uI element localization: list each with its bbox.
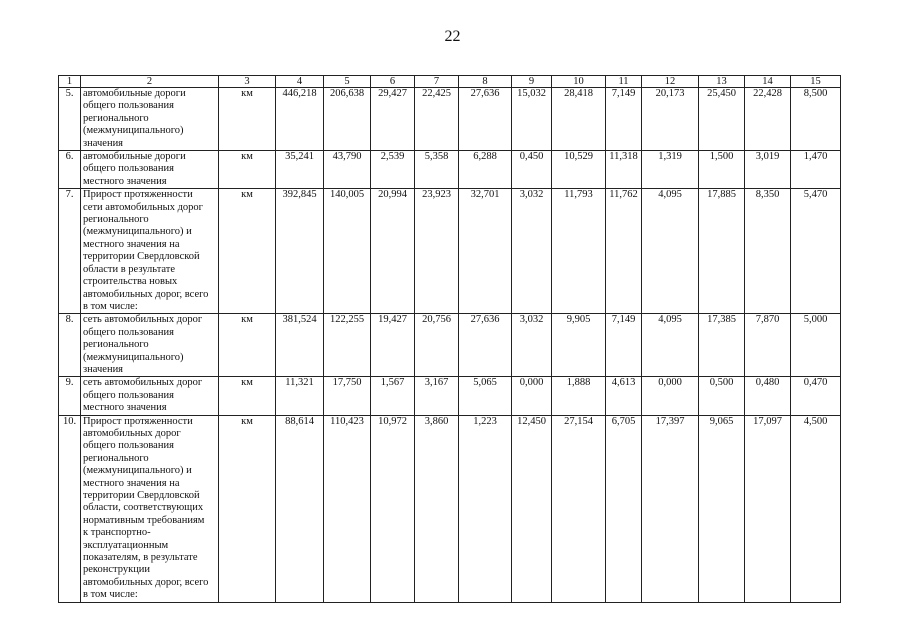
row-unit: км xyxy=(219,415,276,602)
value-cell: 10,972 xyxy=(371,415,415,602)
value-cell: 1,500 xyxy=(699,151,745,189)
value-cell: 22,425 xyxy=(415,88,459,151)
value-cell: 7,149 xyxy=(606,314,642,377)
row-unit: км xyxy=(219,189,276,314)
column-header: 11 xyxy=(606,76,642,88)
value-cell: 206,638 xyxy=(324,88,371,151)
column-header: 5 xyxy=(324,76,371,88)
column-header: 13 xyxy=(699,76,745,88)
row-description: Прирост протяженности автомобильных дорог общего пользования регионального (межмуниципального) и местного значения на территории Свердловской области, соответствующих нормативным требованиям к транспортно- эксплуатационным показателям, в результате реконструкции автомобильных дорог, всего в том числе: xyxy=(81,415,219,602)
value-cell: 446,218 xyxy=(276,88,324,151)
column-header: 10 xyxy=(552,76,606,88)
table-row xyxy=(59,88,841,151)
value-cell: 5,000 xyxy=(791,314,841,377)
value-cell: 17,385 xyxy=(699,314,745,377)
header-row xyxy=(59,76,841,88)
table-row xyxy=(59,189,841,314)
value-cell: 27,636 xyxy=(459,88,512,151)
value-cell: 15,032 xyxy=(512,88,552,151)
value-cell: 17,397 xyxy=(642,415,699,602)
column-header: 2 xyxy=(81,76,219,88)
value-cell: 29,427 xyxy=(371,88,415,151)
value-cell: 5,065 xyxy=(459,377,512,415)
value-cell: 12,450 xyxy=(512,415,552,602)
value-cell: 17,750 xyxy=(324,377,371,415)
value-cell: 0,500 xyxy=(699,377,745,415)
column-header: 7 xyxy=(415,76,459,88)
column-header: 12 xyxy=(642,76,699,88)
value-cell: 3,019 xyxy=(745,151,791,189)
value-cell: 4,613 xyxy=(606,377,642,415)
value-cell: 11,321 xyxy=(276,377,324,415)
row-unit: км xyxy=(219,377,276,415)
value-cell: 20,756 xyxy=(415,314,459,377)
value-cell: 27,636 xyxy=(459,314,512,377)
value-cell: 27,154 xyxy=(552,415,606,602)
row-number: 8. xyxy=(59,314,81,377)
value-cell: 7,870 xyxy=(745,314,791,377)
value-cell: 25,450 xyxy=(699,88,745,151)
value-cell: 22,428 xyxy=(745,88,791,151)
column-header: 8 xyxy=(459,76,512,88)
value-cell: 140,005 xyxy=(324,189,371,314)
value-cell: 9,905 xyxy=(552,314,606,377)
value-cell: 8,500 xyxy=(791,88,841,151)
value-cell: 20,173 xyxy=(642,88,699,151)
value-cell: 19,427 xyxy=(371,314,415,377)
column-header: 3 xyxy=(219,76,276,88)
column-header: 6 xyxy=(371,76,415,88)
value-cell: 5,358 xyxy=(415,151,459,189)
row-number: 6. xyxy=(59,151,81,189)
value-cell: 2,539 xyxy=(371,151,415,189)
row-unit: км xyxy=(219,151,276,189)
value-cell: 0,480 xyxy=(745,377,791,415)
column-header: 1 xyxy=(59,76,81,88)
value-cell: 0,450 xyxy=(512,151,552,189)
value-cell: 6,288 xyxy=(459,151,512,189)
value-cell: 3,167 xyxy=(415,377,459,415)
value-cell: 3,032 xyxy=(512,189,552,314)
row-unit: км xyxy=(219,88,276,151)
row-number: 5. xyxy=(59,88,81,151)
value-cell: 1,223 xyxy=(459,415,512,602)
value-cell: 1,567 xyxy=(371,377,415,415)
row-number: 7. xyxy=(59,189,81,314)
row-description: сеть автомобильных дорог общего пользования регионального (межмуниципального) значения xyxy=(81,314,219,377)
table-row xyxy=(59,415,841,602)
value-cell: 8,350 xyxy=(745,189,791,314)
row-number: 10. xyxy=(59,415,81,602)
value-cell: 35,241 xyxy=(276,151,324,189)
value-cell: 11,762 xyxy=(606,189,642,314)
value-cell: 381,524 xyxy=(276,314,324,377)
value-cell: 11,793 xyxy=(552,189,606,314)
value-cell: 17,885 xyxy=(699,189,745,314)
value-cell: 0,470 xyxy=(791,377,841,415)
value-cell: 88,614 xyxy=(276,415,324,602)
column-header: 4 xyxy=(276,76,324,88)
value-cell: 23,923 xyxy=(415,189,459,314)
value-cell: 122,255 xyxy=(324,314,371,377)
value-cell: 1,470 xyxy=(791,151,841,189)
table-row xyxy=(59,377,841,415)
row-description: Прирост протяженности сети автомобильных дорог регионального (межмуниципального) и местного значения на территории Свердловской области в результате строительства новых автомобильных дорог, всего в том числе: xyxy=(81,189,219,314)
row-description: автомобильные дороги общего пользования местного значения xyxy=(81,151,219,189)
value-cell: 43,790 xyxy=(324,151,371,189)
value-cell: 5,470 xyxy=(791,189,841,314)
value-cell: 392,845 xyxy=(276,189,324,314)
value-cell: 3,032 xyxy=(512,314,552,377)
value-cell: 10,529 xyxy=(552,151,606,189)
value-cell: 4,095 xyxy=(642,314,699,377)
value-cell: 32,701 xyxy=(459,189,512,314)
row-unit: км xyxy=(219,314,276,377)
row-number: 9. xyxy=(59,377,81,415)
row-description: автомобильные дороги общего пользования регионального (межмуниципального) значения xyxy=(81,88,219,151)
value-cell: 3,860 xyxy=(415,415,459,602)
table-body xyxy=(59,88,841,603)
page-number: 22 xyxy=(444,28,461,45)
value-cell: 9,065 xyxy=(699,415,745,602)
value-cell: 0,000 xyxy=(512,377,552,415)
value-cell: 4,500 xyxy=(791,415,841,602)
value-cell: 1,319 xyxy=(642,151,699,189)
value-cell: 20,994 xyxy=(371,189,415,314)
column-header: 9 xyxy=(512,76,552,88)
value-cell: 110,423 xyxy=(324,415,371,602)
value-cell: 7,149 xyxy=(606,88,642,151)
table-row xyxy=(59,151,841,189)
value-cell: 11,318 xyxy=(606,151,642,189)
value-cell: 17,097 xyxy=(745,415,791,602)
table-row xyxy=(59,314,841,377)
column-header: 14 xyxy=(745,76,791,88)
data-table xyxy=(58,75,841,603)
value-cell: 1,888 xyxy=(552,377,606,415)
value-cell: 0,000 xyxy=(642,377,699,415)
column-header: 15 xyxy=(791,76,841,88)
row-description: сеть автомобильных дорог общего пользования местного значения xyxy=(81,377,219,415)
value-cell: 4,095 xyxy=(642,189,699,314)
value-cell: 28,418 xyxy=(552,88,606,151)
value-cell: 6,705 xyxy=(606,415,642,602)
